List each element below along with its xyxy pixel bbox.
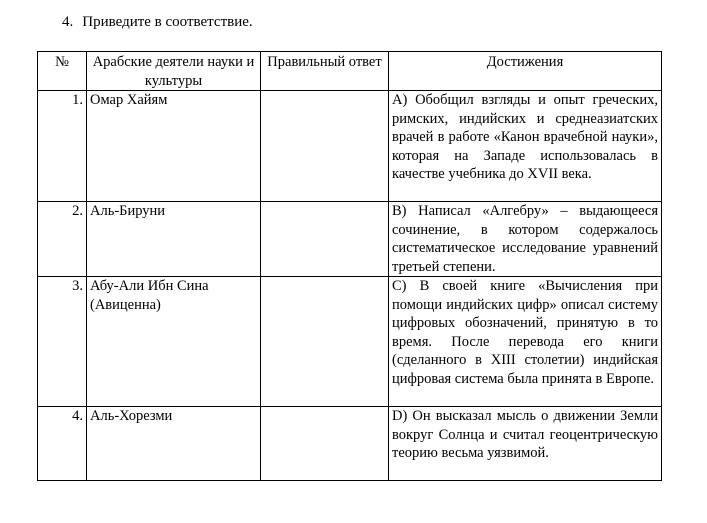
row-num: 4. bbox=[38, 407, 87, 481]
row-achievement: А) Обобщил взгляды и опыт греческих, римских, индийских и среднеазиатских врачей в работе «Канон врачебной науки», которая на Западе использовалась в качестве учебника до XVII века. bbox=[389, 91, 662, 202]
table-row bbox=[38, 91, 662, 202]
row-achievement: В) Написал «Алгебру» – выдающееся сочинение, в котором содержалось систематическое исследование уравнений третьей степени. bbox=[389, 202, 662, 277]
table-row bbox=[38, 277, 662, 407]
header-achievements: Достижения bbox=[389, 52, 662, 91]
task-title bbox=[62, 13, 253, 31]
answer-cell[interactable] bbox=[261, 202, 389, 277]
table-row bbox=[38, 202, 662, 277]
table-row bbox=[38, 407, 662, 481]
header-answer: Правильный ответ bbox=[261, 52, 389, 91]
row-name: Аль-Бируни bbox=[87, 202, 261, 277]
row-achievement: D) Он высказал мысль о движении Земли вокруг Солнца и считал геоцентрическую теорию весьма уязвимой. bbox=[389, 407, 662, 481]
matching-table bbox=[37, 51, 662, 481]
header-row bbox=[38, 52, 662, 91]
header-num: № bbox=[38, 52, 87, 91]
row-achievement: С) В своей книге «Вычисления при помощи индийских цифр» описал систему цифровых обозначений, принятую в то время. После перевода его книги (сделанного в XIII столетии) индийская цифровая система была принята в Европе. bbox=[389, 277, 662, 407]
row-num: 2. bbox=[38, 202, 87, 277]
row-name: Аль-Хорезми bbox=[87, 407, 261, 481]
row-name: Омар Хайям bbox=[87, 91, 261, 202]
row-num: 1. bbox=[38, 91, 87, 202]
answer-cell[interactable] bbox=[261, 91, 389, 202]
row-name: Абу-Али Ибн Сина (Авиценна) bbox=[87, 277, 261, 407]
task-number: 4. bbox=[62, 14, 74, 30]
row-num: 3. bbox=[38, 277, 87, 407]
header-name: Арабские деятели науки и культуры bbox=[87, 52, 261, 91]
answer-cell[interactable] bbox=[261, 407, 389, 481]
task-text: Приведите в соответствие. bbox=[82, 14, 253, 30]
answer-cell[interactable] bbox=[261, 277, 389, 407]
